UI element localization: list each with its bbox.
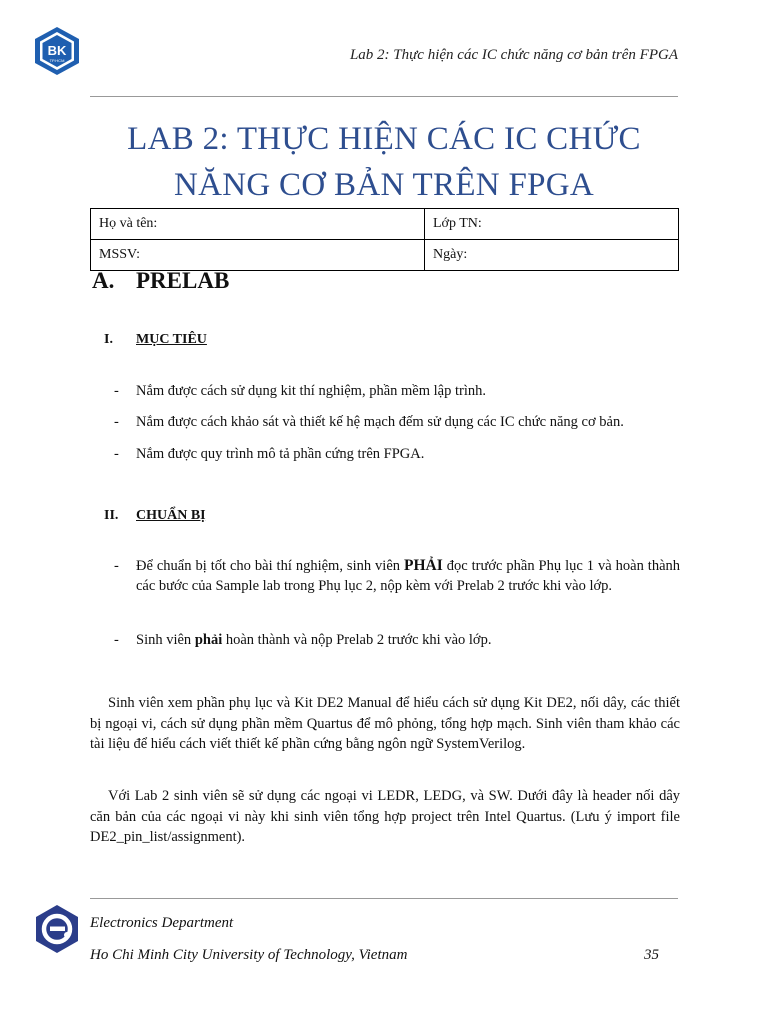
footer-divider bbox=[90, 898, 678, 899]
logo-text: BK bbox=[47, 43, 67, 58]
section-heading-prelab bbox=[92, 268, 229, 294]
subsection-title: CHUẨN BỊ bbox=[136, 508, 206, 523]
section-number: A. bbox=[92, 268, 115, 293]
subsection-heading-objectives bbox=[104, 332, 207, 348]
list-item bbox=[114, 556, 680, 596]
department-logo bbox=[34, 904, 80, 954]
list-item-text bbox=[136, 556, 680, 596]
item-text-pre: Để chuẩn bị tốt cho bài thí nghiệm, sinh viên bbox=[136, 558, 404, 574]
emphasis-must: phải bbox=[194, 632, 223, 648]
item-text-post: hoàn thành và nộp Prelab 2 trước khi vào lớp. bbox=[222, 632, 492, 648]
emphasis-must: PHẢI bbox=[404, 557, 443, 574]
body-paragraph: Với Lab 2 sinh viên sẽ sử dụng các ngoại vi LEDR, LEDG, và SW. Dưới đây là header nối dây căn bản của các ngoại vi này khi sinh viên tổng hợp project trên Intel Quartus. (Lưu ý import file DE2_pin_list/assignment). bbox=[90, 788, 680, 845]
subsection-number: I. bbox=[104, 332, 113, 347]
footer-university: Ho Chi Minh City University of Technology, Vietnam bbox=[90, 947, 408, 963]
class-field[interactable]: Lớp TN: bbox=[425, 209, 679, 240]
logo-subtext: TP.HCM bbox=[49, 58, 65, 63]
list-item-text bbox=[136, 630, 680, 650]
item-text-pre: Sinh viên bbox=[136, 632, 195, 648]
list-item-text: Nắm được cách sử dụng kit thí nghiệm, phần mềm lập trình. bbox=[136, 383, 486, 399]
footer-department: Electronics Department bbox=[90, 915, 234, 931]
body-paragraph: Sinh viên xem phần phụ lục và Kit DE2 Manual để hiểu cách sử dụng Kit DE2, nối dây, các thiết bị ngoại vi, cách sử dụng phần mềm Quartus để mô phỏng, tổng hợp mạch. Sinh viên tham khảo các tài liệu để hiểu cách viết thiết kế phần cứng bằng ngôn ngữ SystemVerilog. bbox=[90, 695, 680, 752]
list-item bbox=[114, 444, 680, 464]
list-item bbox=[114, 412, 680, 432]
university-logo bbox=[32, 26, 82, 76]
page-number: 35 bbox=[644, 947, 659, 963]
running-title: Lab 2: Thực hiện các IC chức năng cơ bản trên FPGA bbox=[349, 47, 678, 63]
page-title-line1: LAB 2: THỰC HIỆN CÁC IC CHỨC bbox=[127, 121, 641, 157]
subsection-heading-preparation bbox=[104, 508, 206, 524]
subsection-title: MỤC TIÊU bbox=[136, 332, 207, 347]
list-item-text: Nắm được cách khảo sát và thiết kế hệ mạch đếm sử dụng các IC chức năng cơ bản. bbox=[136, 414, 624, 430]
date-field[interactable]: Ngày: bbox=[425, 240, 679, 271]
table-row bbox=[91, 240, 679, 271]
table-row bbox=[91, 209, 679, 240]
student-id-field[interactable]: MSSV: bbox=[91, 240, 425, 271]
page-title-line2: NĂNG CƠ BẢN TRÊN FPGA bbox=[173, 167, 595, 203]
bullet-dash: - bbox=[114, 632, 119, 648]
bullet-dash: - bbox=[114, 414, 119, 430]
bullet-dash: - bbox=[114, 383, 119, 399]
section-title: PRELAB bbox=[136, 268, 230, 293]
page-title bbox=[90, 116, 678, 208]
item-text-post: đọc trước phần Phụ lục 1 và hoàn thành các bước của Sample lab trong Phụ lục 2, nộp kèm với Prelab 2 trước khi vào lớp. bbox=[136, 558, 681, 594]
student-info-table bbox=[90, 208, 679, 271]
bullet-dash: - bbox=[114, 558, 119, 574]
list-item bbox=[114, 381, 680, 401]
header-divider bbox=[90, 96, 678, 97]
list-item bbox=[114, 630, 680, 650]
bullet-dash: - bbox=[114, 446, 119, 462]
list-item-text: Nắm được quy trình mô tả phần cứng trên FPGA. bbox=[136, 446, 425, 462]
name-field[interactable]: Họ và tên: bbox=[91, 209, 425, 240]
subsection-number: II. bbox=[104, 508, 119, 523]
